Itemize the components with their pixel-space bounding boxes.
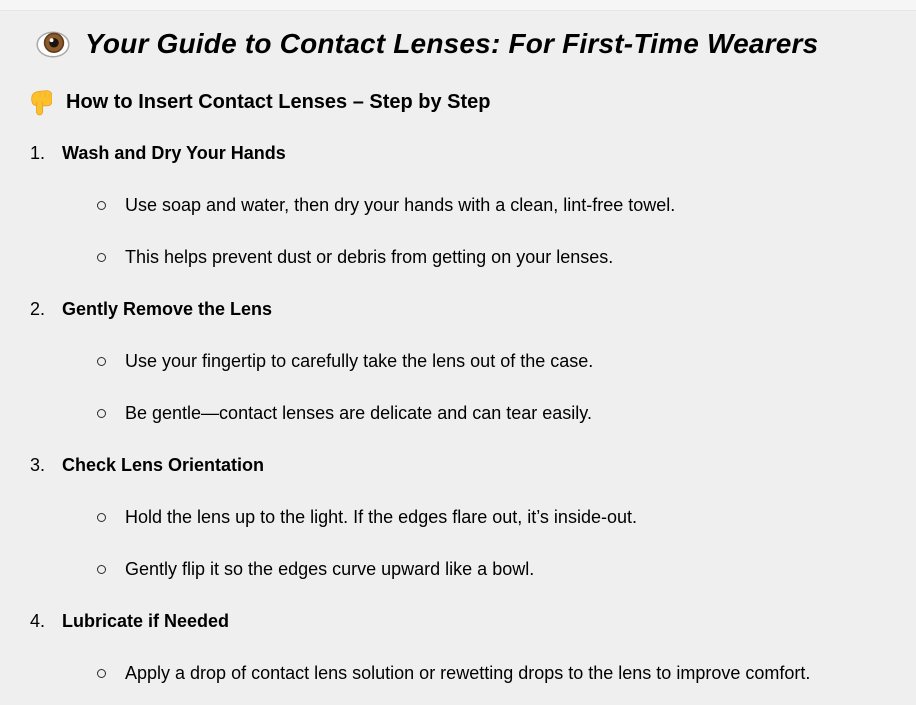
bullet-text: Apply a drop of contact lens solution or rewetting drops to the lens to improve comfort. xyxy=(125,662,811,683)
bullet-text: Hold the lens up to the light. If the edges flare out, it’s inside-out. xyxy=(125,506,637,527)
step-number: 1. xyxy=(30,143,46,163)
list-item xyxy=(28,195,892,215)
step-item xyxy=(30,455,892,475)
section-heading xyxy=(28,88,892,116)
section-heading-text: How to Insert Contact Lenses – Step by Step xyxy=(66,90,491,113)
step-number: 3. xyxy=(30,455,46,475)
bullet-text: Use your fingertip to carefully take the lens out of the case. xyxy=(125,350,594,371)
circle-bullet-icon xyxy=(97,513,106,522)
step-item xyxy=(30,299,892,319)
steps-list xyxy=(28,143,892,683)
step-title: Check Lens Orientation xyxy=(62,455,265,475)
circle-bullet-icon xyxy=(97,253,106,262)
step-item xyxy=(30,143,892,163)
bullet-text: Be gentle—contact lenses are delicate and can tear easily. xyxy=(125,402,592,423)
eye-emoji-icon xyxy=(36,29,70,59)
page-title xyxy=(36,24,892,64)
circle-bullet-icon xyxy=(97,669,106,678)
document-page xyxy=(0,11,916,683)
list-item xyxy=(28,403,892,423)
step-title: Gently Remove the Lens xyxy=(62,299,273,319)
step-title: Wash and Dry Your Hands xyxy=(62,143,286,163)
bullet-text: Use soap and water, then dry your hands with a clean, lint-free towel. xyxy=(125,194,676,215)
circle-bullet-icon xyxy=(97,565,106,574)
list-item xyxy=(28,559,892,579)
list-item xyxy=(28,351,892,371)
bullet-text: Gently flip it so the edges curve upward like a bowl. xyxy=(125,558,535,579)
step-item xyxy=(30,611,892,631)
step-number: 4. xyxy=(30,611,46,631)
pointing-down-icon xyxy=(28,88,52,117)
circle-bullet-icon xyxy=(97,201,106,210)
step-title: Lubricate if Needed xyxy=(62,611,230,631)
page-title-text: Your Guide to Contact Lenses: For First-Time Wearers xyxy=(85,28,819,59)
list-item xyxy=(28,663,892,683)
circle-bullet-icon xyxy=(97,357,106,366)
list-item xyxy=(28,247,892,267)
window-top-strip xyxy=(0,0,916,11)
bullet-text: This helps prevent dust or debris from getting on your lenses. xyxy=(125,246,614,267)
step-number: 2. xyxy=(30,299,46,319)
circle-bullet-icon xyxy=(97,409,106,418)
list-item xyxy=(28,507,892,527)
